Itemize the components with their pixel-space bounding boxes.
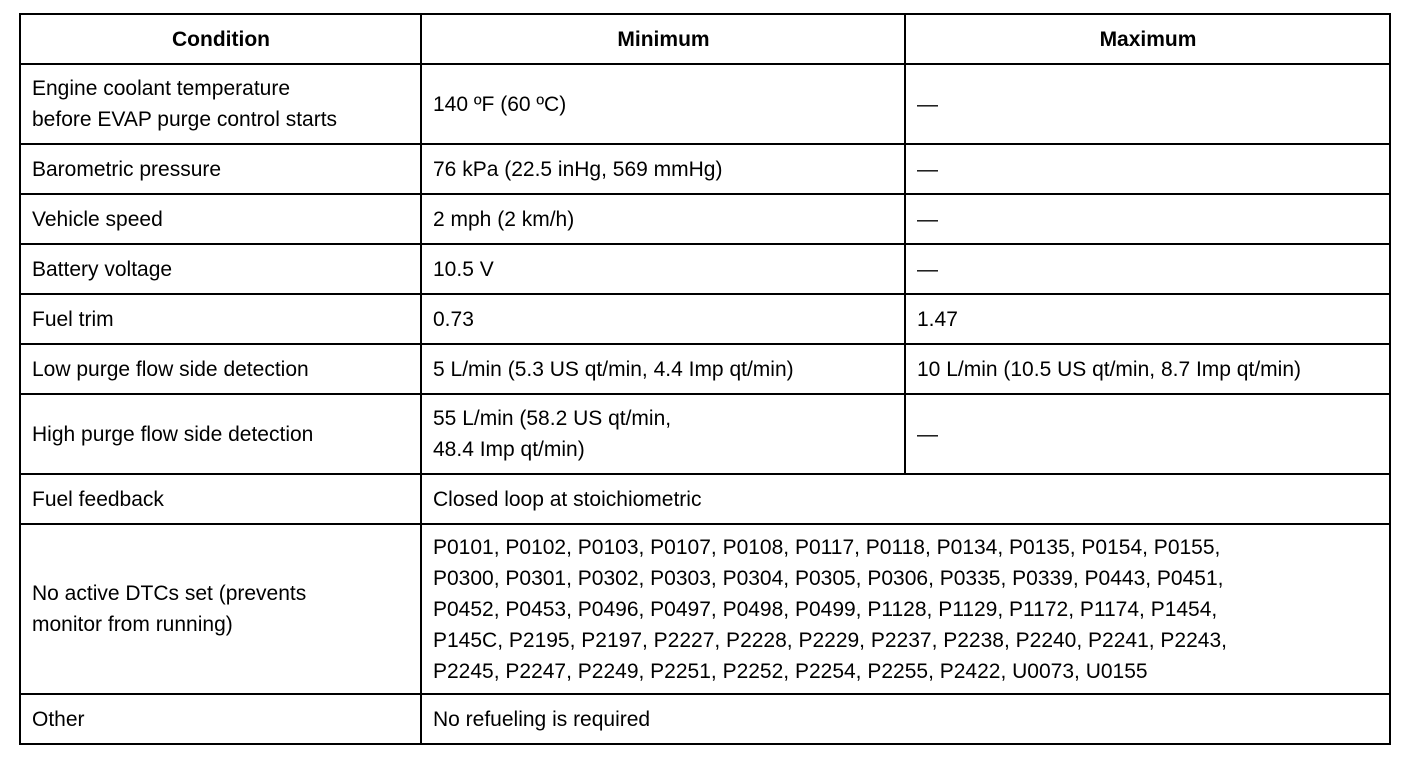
table-row (20, 474, 1390, 524)
maximum-cell: 10 L/min (10.5 US qt/min, 8.7 Imp qt/min) (905, 344, 1390, 394)
value-cell: No refueling is required (421, 694, 1390, 744)
table-row (20, 524, 1390, 694)
conditions-table (19, 13, 1391, 745)
table-row (20, 294, 1390, 344)
header-row (20, 14, 1390, 64)
condition-cell: Vehicle speed (20, 194, 421, 244)
minimum-cell: 5 L/min (5.3 US qt/min, 4.4 Imp qt/min) (421, 344, 905, 394)
minimum-cell: 2 mph (2 km/h) (421, 194, 905, 244)
condition-cell: Engine coolant temperature before EVAP purge control starts (20, 64, 421, 144)
table-row (20, 394, 1390, 474)
condition-cell: Fuel trim (20, 294, 421, 344)
maximum-cell: — (905, 64, 1390, 144)
table-row (20, 194, 1390, 244)
condition-cell: Battery voltage (20, 244, 421, 294)
value-cell: Closed loop at stoichiometric (421, 474, 1390, 524)
minimum-cell: 76 kPa (22.5 inHg, 569 mmHg) (421, 144, 905, 194)
table-row (20, 64, 1390, 144)
maximum-cell: 1.47 (905, 294, 1390, 344)
table-row (20, 344, 1390, 394)
table-row (20, 694, 1390, 744)
condition-cell: Fuel feedback (20, 474, 421, 524)
maximum-cell: — (905, 194, 1390, 244)
header-condition: Condition (20, 14, 421, 64)
maximum-cell: — (905, 244, 1390, 294)
header-maximum: Maximum (905, 14, 1390, 64)
maximum-cell: — (905, 394, 1390, 474)
condition-cell: No active DTCs set (prevents monitor from running) (20, 524, 421, 694)
table-row (20, 244, 1390, 294)
maximum-cell: — (905, 144, 1390, 194)
table-row (20, 144, 1390, 194)
condition-cell: High purge flow side detection (20, 394, 421, 474)
minimum-cell: 0.73 (421, 294, 905, 344)
header-minimum: Minimum (421, 14, 905, 64)
minimum-cell: 140 ºF (60 ºC) (421, 64, 905, 144)
minimum-cell: 55 L/min (58.2 US qt/min, 48.4 Imp qt/min) (421, 394, 905, 474)
condition-cell: Barometric pressure (20, 144, 421, 194)
condition-cell: Low purge flow side detection (20, 344, 421, 394)
minimum-cell: 10.5 V (421, 244, 905, 294)
dtc-list-cell: P0101, P0102, P0103, P0107, P0108, P0117, P0118, P0134, P0135, P0154, P0155, P0300, P0301, P0302, P0303, P0304, P0305, P0306, P0335, P0339, P0443, P0451, P0452, P0453, P0496, P0497, P0498, P0499, P1128, P1129, P1172, P1174, P1454, P145C, P2195, P2197, P2227, P2228, P2229, P2237, P2238, P2240, P2241, P2243, P2245, P2247, P2249, P2251, P2252, P2254, P2255, P2422, U0073, U0155 (421, 524, 1390, 694)
condition-cell: Other (20, 694, 421, 744)
